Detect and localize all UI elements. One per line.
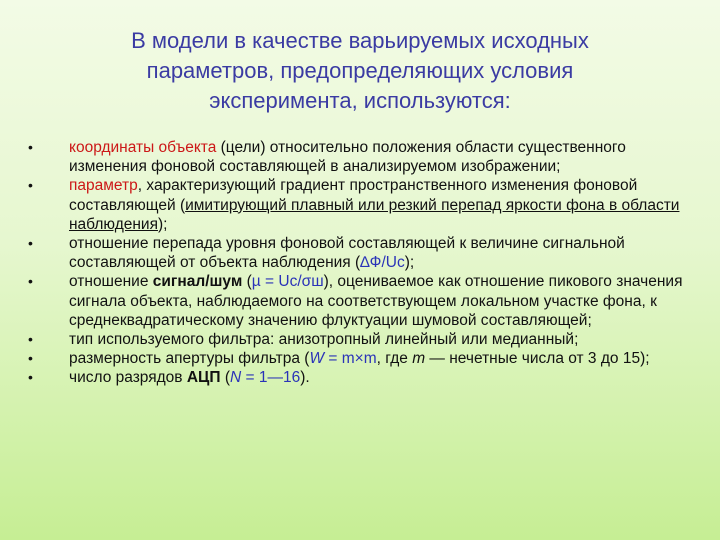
- formula: W: [309, 350, 325, 368]
- item-text: );: [404, 254, 415, 272]
- item-text: (цели) относительно положения области существенного изменения фоновой составляющей в анализируемом изображении;: [69, 139, 626, 176]
- formula: N: [230, 369, 242, 387]
- highlight-term: параметр: [69, 177, 138, 195]
- list-item-coordinates: [28, 138, 688, 176]
- item-text: отношение: [69, 273, 153, 291]
- title-line-1: В модели в качестве варьируемых исходных: [131, 28, 589, 53]
- formula-variable: m: [412, 350, 426, 368]
- formula: = m×m: [324, 350, 377, 368]
- bullet-icon: •: [28, 350, 33, 367]
- bullet-icon: •: [28, 273, 33, 290]
- slide-title: [60, 26, 660, 116]
- formula: = 1—16: [241, 369, 301, 387]
- parameter-list: [28, 138, 688, 388]
- bullet-icon: •: [28, 235, 33, 252]
- list-item-parameter: [28, 176, 688, 234]
- bullet-icon: •: [28, 139, 33, 155]
- bullet-icon: •: [28, 177, 33, 194]
- formula: µ = Uc/σш: [251, 273, 324, 291]
- list-item-ratio: [28, 234, 688, 272]
- item-text: (: [220, 369, 230, 387]
- formula: ∆Ф/Uc: [360, 254, 405, 272]
- list-item-adc-bits: [28, 368, 688, 387]
- item-text: , где: [376, 350, 413, 368]
- list-item-filter-type: [28, 330, 688, 349]
- item-text: отношение перепада уровня фоновой составляющей к величине сигнальной составляющей от объекта наблюдения (: [69, 235, 625, 272]
- bold-term: АЦП: [186, 369, 221, 387]
- item-text: (: [242, 273, 252, 291]
- item-text: );: [157, 215, 168, 233]
- item-text: — нечетные числа от 3 до 15);: [425, 350, 650, 368]
- list-item-snr: [28, 272, 688, 330]
- item-text: ).: [300, 369, 310, 387]
- item-text: , характеризующий градиент пространственного изменения фоновой составляющей (: [69, 177, 638, 214]
- underlined-text: имитирующий плавный или резкий перепад яркости фона в области наблюдения: [69, 196, 680, 233]
- item-text: тип используемого фильтра: анизотропный линейный или медианный;: [69, 331, 579, 349]
- item-text: ), оцениваемое как отношение пикового значения сигнала объекта, наблюдаемого на соответствующем локальном участке фона, к среднеквадратическому значению флуктуации шумовой составляющей;: [69, 273, 683, 329]
- bold-term: сигнал/шум: [152, 273, 243, 291]
- title-line-2: параметров, предопределяющих условия: [146, 58, 574, 83]
- title-line-3: эксперимента, используются:: [209, 88, 511, 113]
- bullet-icon: •: [28, 331, 33, 348]
- bullet-icon: •: [28, 369, 33, 386]
- item-text: размерность апертуры фильтра (: [69, 350, 310, 368]
- item-text: число разрядов: [69, 369, 187, 387]
- list-item-aperture: [28, 349, 688, 368]
- highlight-term: координаты объекта: [69, 139, 217, 156]
